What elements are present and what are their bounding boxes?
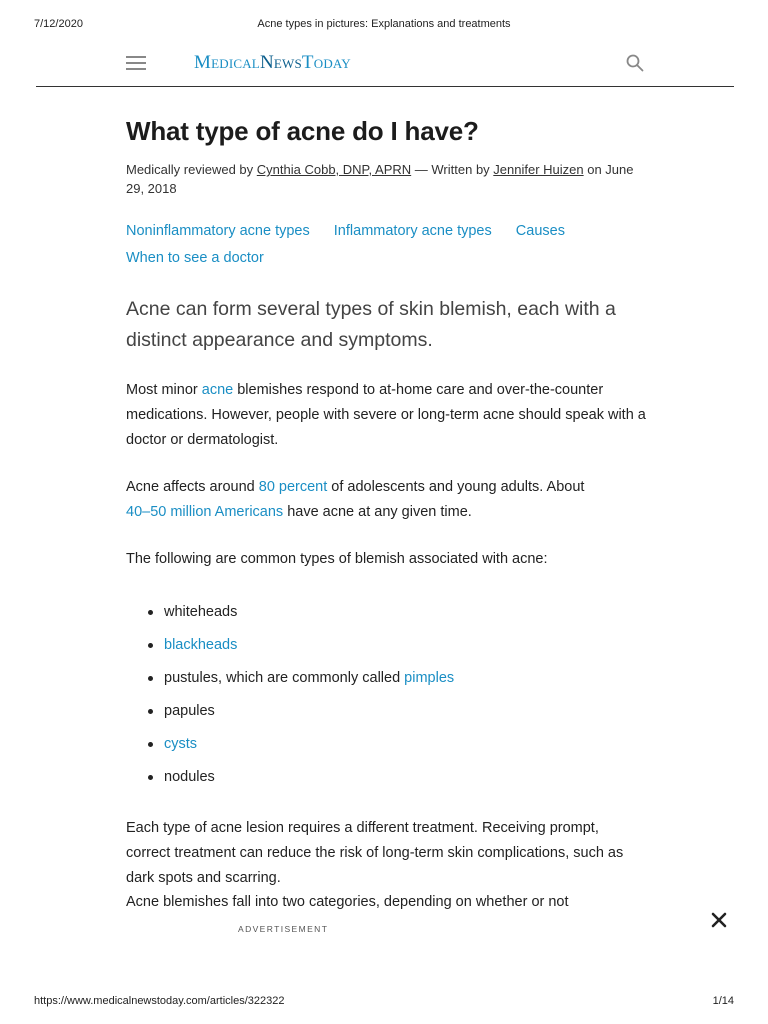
blemish-list [126,596,646,794]
article-content [126,112,646,891]
list-item [148,596,646,629]
print-date: 7/12/2020 [34,18,83,30]
jump-link-noninflammatory[interactable]: Noninflammatory acne types [126,223,310,239]
p2-text-c: have acne at any given time. [283,504,472,520]
jump-links [126,218,646,272]
byline [126,160,646,198]
p2-text-a: Acne affects around [126,479,259,495]
close-icon[interactable] [710,911,728,929]
jump-link-inflammatory[interactable]: Inflammatory acne types [333,223,492,239]
blackheads-link[interactable]: blackheads [164,637,238,653]
paragraph-5-cutoff [126,892,666,912]
paragraph-3: The following are common types of blemish associated with acne: [126,551,548,567]
million-americans-link[interactable]: 40–50 million Americans [126,504,284,520]
pimples-link[interactable]: pimples [404,670,455,686]
p2-text-b: of adolescents and young adults. About [327,479,585,495]
papules-text: papules [164,703,215,719]
acne-link[interactable]: acne [201,382,234,398]
print-page-title: Acne types in pictures: Explanations and treatments [257,18,511,30]
paragraph-1 [126,378,646,453]
logo-news: News [259,52,302,73]
pustules-text: pustules, which are commonly called [164,670,405,686]
p1-text-b: blemishes respond to at-home care and over-the-counter medications. However, people with severe or long-term acne should speak with a doctor or dermatologist. [126,382,646,448]
paragraph-5: Acne blemishes fall into two categories, depending on whether or not [126,894,569,910]
jump-link-causes[interactable]: Causes [515,223,565,239]
print-url: https://www.medicalnewstoday.com/articles/322322 [34,995,285,1007]
paragraph-4: Each type of acne lesion requires a different treatment. Receiving prompt, correct treatment can reduce the risk of long-term skin complications, such as dark spots and scarring. [126,820,624,886]
paragraph-2 [126,475,646,525]
p1-text-a: Most minor [126,382,202,398]
list-item [148,761,646,794]
nodules-text: nodules [164,769,215,785]
list-item [148,728,646,761]
byline-date: on June 29, 2018 [126,162,634,196]
reviewer-link[interactable]: Cynthia Cobb, DNP, APRN [256,162,412,177]
logo-today: Today [301,52,351,73]
list-item [148,662,646,695]
print-page-number: 1/14 [712,995,734,1007]
logo-medical: Medical [194,52,260,73]
byline-reviewed-prefix: Medically reviewed by [126,162,257,177]
list-item [148,695,646,728]
author-link[interactable]: Jennifer Huizen [493,162,584,177]
whiteheads-text: whiteheads [164,604,238,620]
article-title: What type of acne do I have? [126,116,479,146]
article-lede: Acne can form several types of skin blemish, each with a distinct appearance and symptoms. [126,298,616,351]
jump-link-see-doctor[interactable]: When to see a doctor [126,250,264,266]
list-item [148,629,646,662]
search-icon[interactable] [626,54,644,72]
hamburger-menu-icon[interactable] [126,56,146,70]
eighty-percent-link[interactable]: 80 percent [258,479,328,495]
byline-written-prefix: — Written by [411,162,494,177]
site-header [36,46,734,87]
site-logo[interactable] [194,52,351,74]
cysts-link[interactable]: cysts [164,736,198,752]
advertisement-label: ADVERTISEMENT [238,924,329,934]
